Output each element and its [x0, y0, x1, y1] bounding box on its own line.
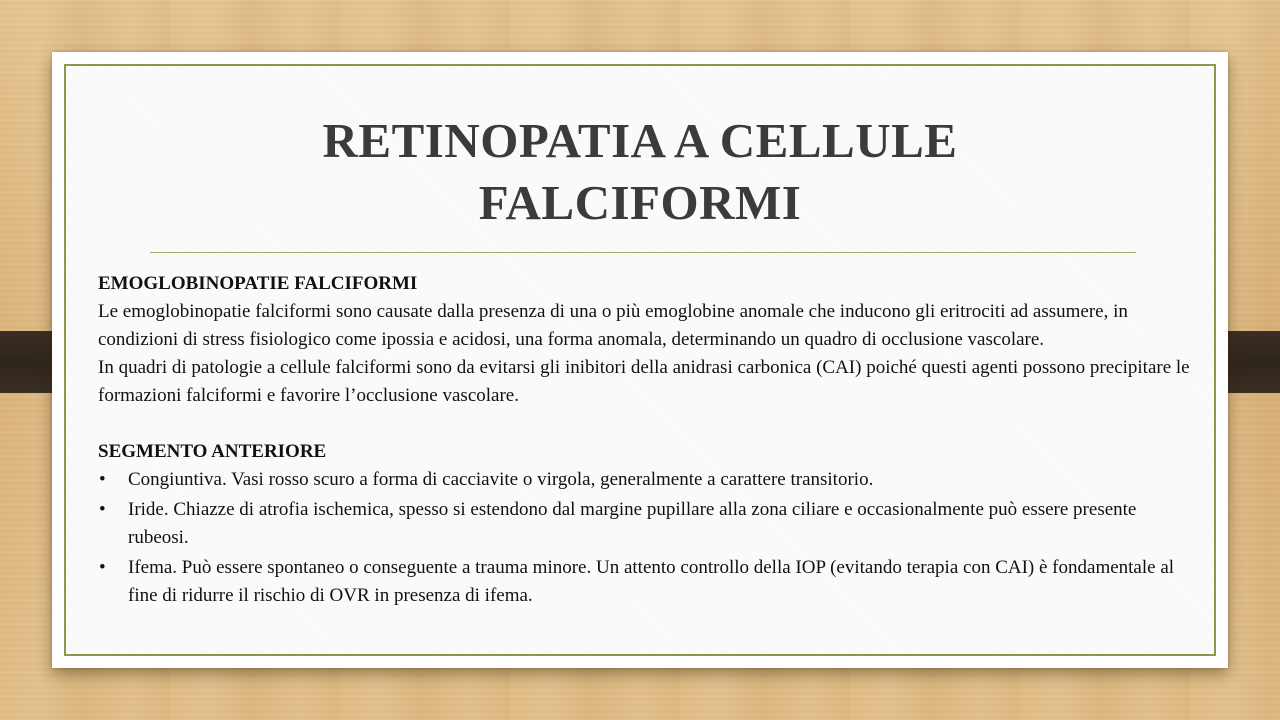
section-heading-emoglobinopatie: EMOGLOBINOPATIE FALCIFORMI — [98, 273, 418, 294]
slide-title-line-2: FALCIFORMI — [478, 175, 802, 230]
title-divider — [150, 252, 1136, 253]
bullet-icon: • — [99, 469, 106, 490]
slide-frame — [64, 64, 1216, 656]
section-heading-segmento-anteriore: SEGMENTO ANTERIORE — [98, 441, 327, 462]
list-item — [98, 496, 1190, 552]
list-item — [98, 466, 1190, 494]
bullet-icon: • — [99, 557, 106, 578]
section-spacer — [98, 410, 1190, 438]
bullet-text-ifema: Ifema. Può essere spontaneo o conseguente a trauma minore. Un attento controllo della IOP (evitando terapia con CAI) è fondamentale al fine di ridurre il rischio di OVR in presenza di ifema. — [128, 557, 1175, 606]
slide-title-line-1: RETINOPATIA A CELLULE — [322, 113, 958, 168]
paragraph-definition: Le emoglobinopatie falciformi sono causate dalla presenza di una o più emoglobine anomale che inducono gli eritrociti ad assumere, in condizioni di stress fisiologico come ipossia e acidosi, una forma anomala, determinando un quadro di occlusione vascolare. — [98, 301, 1128, 350]
slide — [52, 52, 1228, 668]
bullet-text-iride: Iride. Chiazze di atrofia ischemica, spesso si estendono dal margine pupillare alla zona ciliare e occasionalmente può essere presente rubeosi. — [128, 499, 1137, 548]
slide-content — [98, 270, 1190, 612]
wood-strap-left — [0, 331, 60, 393]
paragraph-cai-warning: In quadri di patologie a cellule falciformi sono da evitarsi gli inibitori della anidrasi carbonica (CAI) poiché questi agenti possono precipitare le formazioni falciformi e favorire l’occlusione vascolare. — [98, 357, 1190, 406]
slide-title — [186, 110, 1094, 234]
list-item — [98, 554, 1190, 610]
bullet-list — [98, 466, 1190, 610]
bullet-text-congiuntiva: Congiuntiva. Vasi rosso scuro a forma di cacciavite o virgola, generalmente a carattere transitorio. — [128, 469, 874, 490]
bullet-icon: • — [99, 499, 106, 520]
